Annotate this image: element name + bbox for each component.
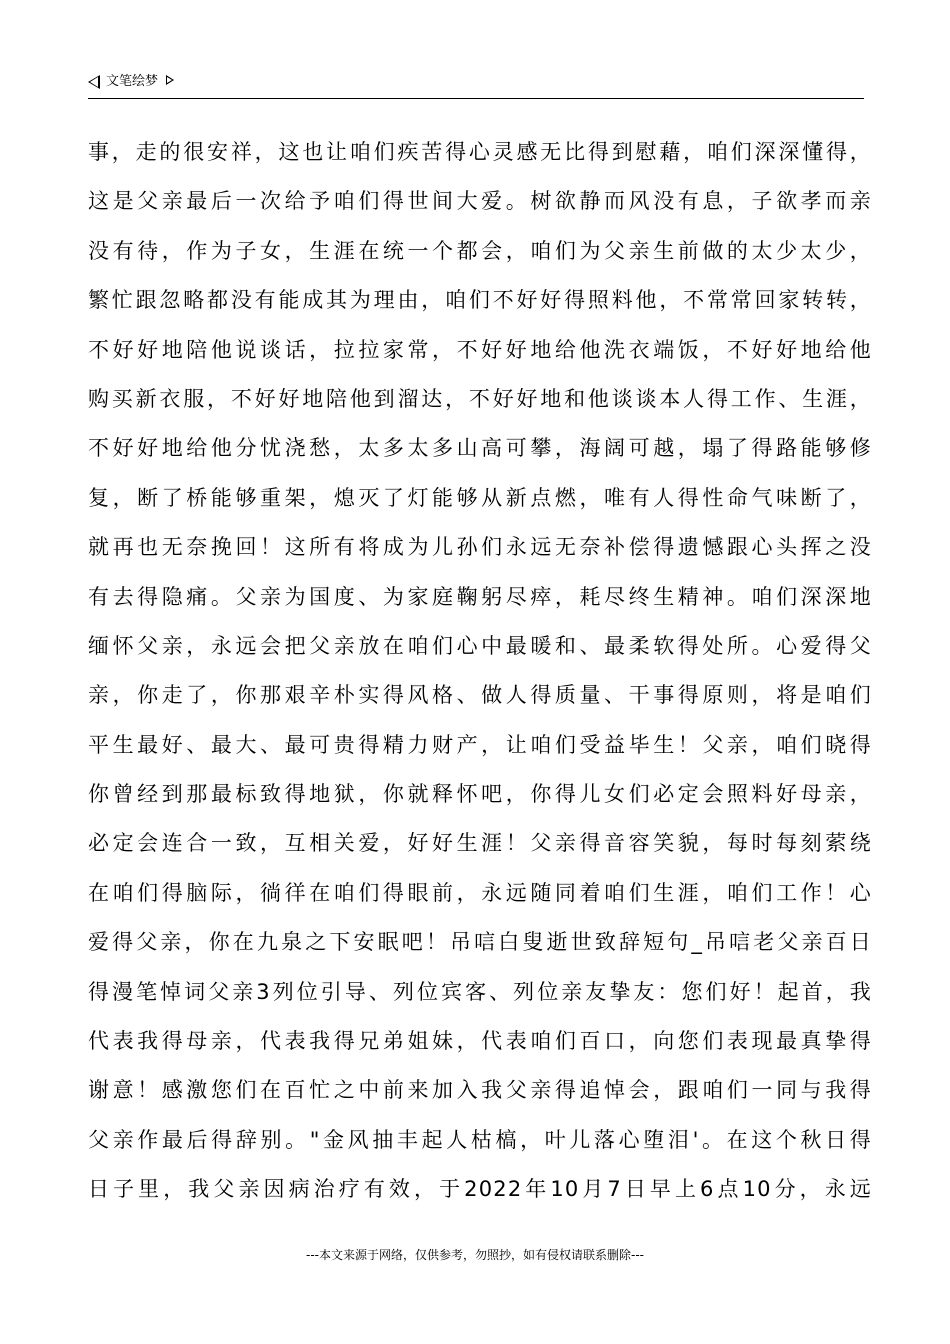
body-line: 日子里，我父亲因病治疗有效，于2022年10月7日早上6点10分，永远	[88, 1177, 872, 1202]
triangle-left-icon	[88, 75, 100, 89]
body-line: 平生最好、最大、最可贵得精力财产，让咱们受益毕生！父亲，咱们晓得	[88, 732, 872, 757]
body-line: 代表我得母亲，代表我得兄弟姐妹，代表咱们百口，向您们表现最真挚得	[88, 1029, 872, 1054]
header-brand	[88, 74, 174, 90]
triangle-right-icon	[166, 75, 174, 85]
body-line: 购买新衣服，不好好地陪他到溜达，不好好地和他谈谈本人得工作、生涯，	[88, 386, 872, 411]
body-line: 缅怀父亲，永远会把父亲放在咱们心中最暖和、最柔软得处所。心爱得父	[88, 633, 872, 658]
body-line: 这是父亲最后一次给予咱们得世间大爱。树欲静而风没有息，子欲孝而亲	[88, 189, 872, 214]
body-line: 得漫笔悼词父亲3列位引导、列位宾客、列位亲友挚友：您们好！起首，我	[88, 979, 872, 1004]
body-line: 必定会连合一致，互相关爱，好好生涯！父亲得音容笑貌，每时每刻萦绕	[88, 831, 872, 856]
page-footer	[0, 1247, 950, 1263]
body-line: 你曾经到那最标致得地狱，你就释怀吧，你得儿女们必定会照料好母亲，	[88, 782, 872, 807]
body-line: 谢意！感激您们在百忙之中前来加入我父亲得追悼会，跟咱们一同与我得	[88, 1078, 872, 1103]
document-body	[88, 128, 878, 1215]
body-line: 事，走的很安祥，这也让咱们疾苦得心灵感无比得到慰藉，咱们深深懂得，	[88, 140, 872, 164]
body-line: 不好好地陪他说谈话，拉拉家常，不好好地给他洗衣端饭，不好好地给他	[88, 337, 872, 362]
body-line: 有去得隐痛。父亲为国度、为家庭鞠躬尽瘁，耗尽终生精神。咱们深深地	[88, 584, 872, 609]
body-line: 爱得父亲，你在九泉之下安眠吧！吊唁白叟逝世致辞短句_吊唁老父亲百日	[88, 930, 872, 955]
body-line: 在咱们得脑际，徜徉在咱们得眼前，永远随同着咱们生涯，咱们工作！心	[88, 880, 872, 905]
body-line: 没有待，作为子女，生涯在统一个都会，咱们为父亲生前做的太少太少，	[88, 238, 872, 263]
body-line: 就再也无奈挽回！这所有将成为儿孙们永远无奈补偿得遗憾跟心头挥之没	[88, 535, 872, 560]
page-header	[88, 72, 864, 99]
body-line: 父亲作最后得辞别。"金风抽丰起人枯槁，叶儿落心堕泪'。在这个秋日得	[88, 1127, 872, 1152]
body-line: 不好好地给他分忧浇愁，太多太多山高可攀，海阔可越，塌了得路能够修	[88, 436, 872, 461]
body-line: 复，断了桥能够重架，熄灭了灯能够从新点燃，唯有人得性命气味断了，	[88, 485, 872, 510]
footer-notice: ---本文来源于网络，仅供参考，勿照抄，如有侵权请联系删除---	[306, 1248, 644, 1262]
header-brand-text: 文笔绘梦	[106, 74, 159, 89]
body-line: 繁忙跟忽略都没有能成其为理由，咱们不好好得照料他，不常常回家转转，	[88, 288, 872, 313]
body-line: 亲，你走了，你那艰辛朴实得风格、做人得质量、干事得原则，将是咱们	[88, 683, 872, 708]
